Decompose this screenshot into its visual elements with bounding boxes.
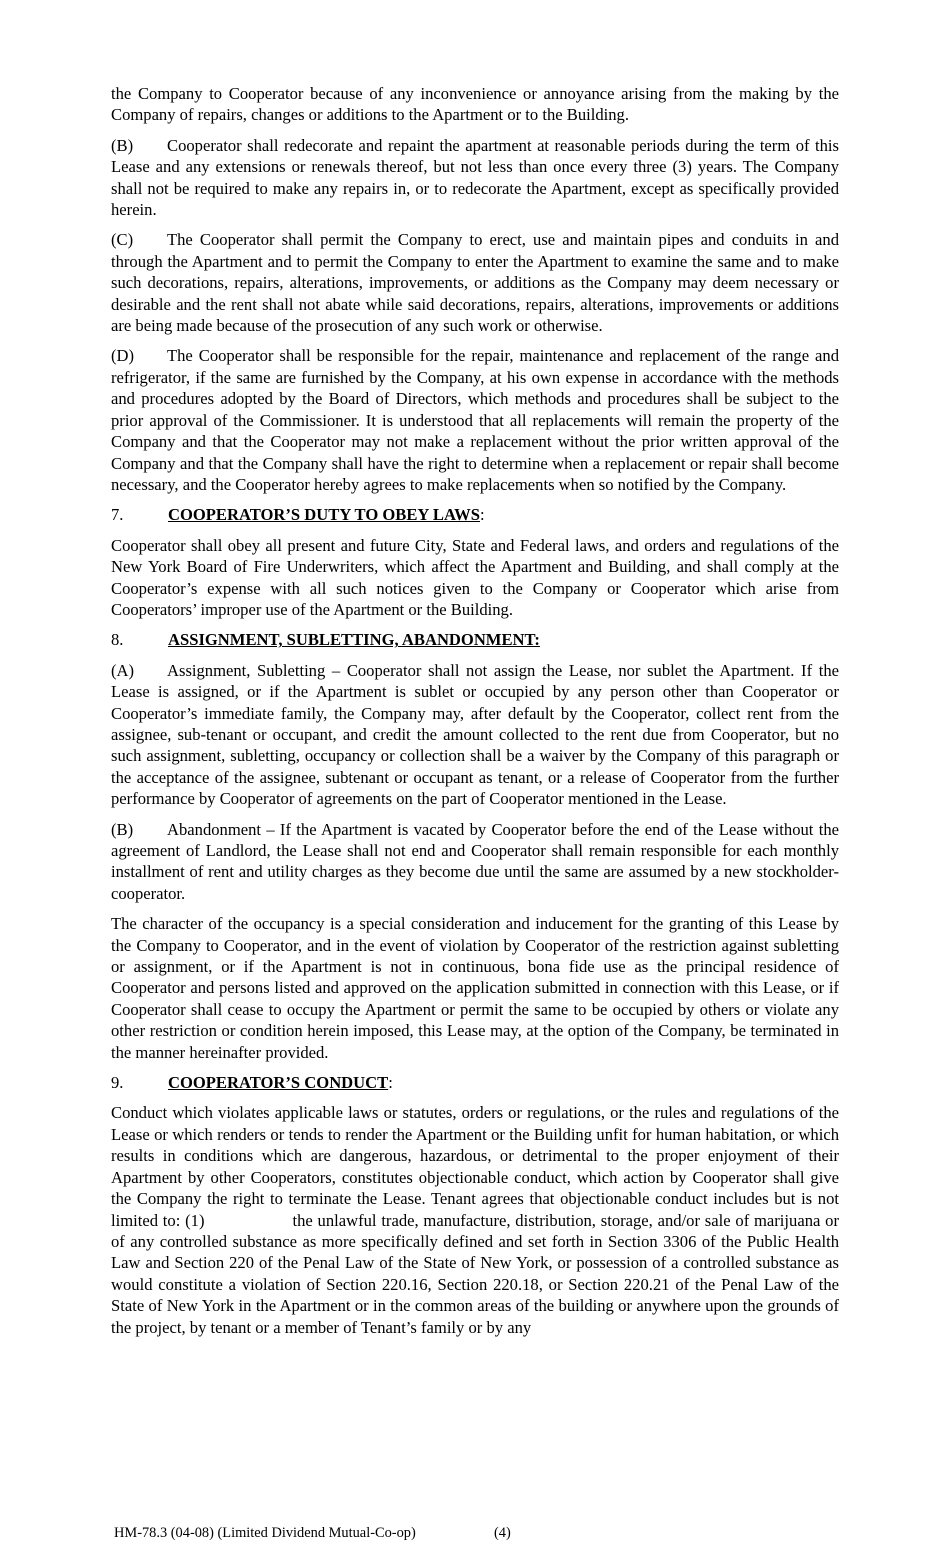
page-footer bbox=[114, 1524, 511, 1542]
section-title: ASSIGNMENT, SUBLETTING, ABANDONMENT: bbox=[168, 630, 540, 650]
paragraph-text: The Cooperator shall be responsible for the repair, maintenance and replacement of the range and refrigerator, if the same are furnished by the Company, at his own expense in accordance with the methods and procedures adopted by the Board of Directors, which methods and procedures shall be subject to the prior approval of the Commissioner. It is understood that all replacements will remain the property of the Company and that the Cooperator may not make a replacement without the prior written approval of the Company and that the Company shall have the right to determine when a replacement or repair shall become necessary, and the Cooperator hereby agrees to make replacements when so notified by the Company. bbox=[111, 346, 839, 494]
section-colon: : bbox=[388, 1073, 393, 1093]
paragraph-text: Cooperator shall redecorate and repaint the apartment at reasonable periods during the term of this Lease and any extensions or renewals thereof, but not less than once every three (3) years. The Company shall not be required to make any repairs in, or to redecorate the Apartment, except as specifically provided herein. bbox=[111, 135, 839, 220]
section-number: 7. bbox=[111, 505, 124, 525]
paragraph-8-occupancy: The character of the occupancy is a special consideration and inducement for the granting of this Lease by the Company to Cooperator, and in the event of violation by Cooperator of the restriction against subletting or assignment, or if the Apartment is not in continuous, bona fide use as the principal residence of Cooperator and persons listed and approved on the application submitted in connection with this Lease, or if Cooperator shall cease to occupy the Apartment or permit the same to be occupied by others or violate any other restriction or condition herein imposed, this Lease may, at the option of the Company, be terminated in the manner hereinafter provided. bbox=[111, 914, 839, 1062]
section-7-text: Cooperator shall obey all present and future City, State and Federal laws, and orders and regulations of the New York Board of Fire Underwriters, which affect the Apartment and Building, and shall comply at the Cooperator’s expense with all such notices given to the Company or Cooperator which arise from Cooperators’ improper use of the Apartment or the Building. bbox=[111, 535, 839, 619]
paragraph-6c bbox=[111, 229, 839, 336]
document-page bbox=[111, 83, 839, 1347]
paragraph-label: (B) bbox=[111, 135, 134, 155]
paragraph-text: Abandonment – If the Apartment is vacated by Cooperator before the end of the Lease without the agreement of Landlord, the Lease shall not end and Cooperator shall remain responsible for each monthly installment of rent and utility charges as they become due until the same are assumed by a new stockholder-cooperator. bbox=[111, 819, 839, 903]
paragraph-8a bbox=[111, 660, 839, 810]
paragraph-text: Assignment, Subletting – Cooperator shall not assign the Lease, nor sublet the Apartment. If the Lease is assigned, or if the Apartment is sublet or occupied by any person other than Cooperator or Cooperator’s immediate family, the Company may, after default by the Cooperator, collect rent from the assignee, sub-tenant or occupant, and credit the amount collected to the rent due from Cooperator, but no such assignment, subletting, occupancy or collection shall be a waiver by the Company of this paragraph or the acceptance of the assignee, subtenant or occupant as tenant, or a release of Cooperator from the further performance by Cooperator of agreements on the part of Cooperator mentioned in the Lease. bbox=[111, 660, 839, 809]
paragraph-6b bbox=[111, 135, 839, 221]
page-number: (4) bbox=[494, 1525, 511, 1541]
section-9-text-part-1: Conduct which violates applicable laws or statutes, orders or regulations, or the rules and regulations of the Lease or which renders or tends to render the Apartment or the Building unfit for human habitation, or which results in conditions which are dangerous, hazardous, or detrimental to the proper enjoyment of their Apartment by other Cooperators, constitutes objectionable conduct, which action by Cooperator shall give the Company the right to terminate the Lease. Tenant agrees that objectionable conduct includes but is not limited to: (1) bbox=[111, 1103, 839, 1230]
paragraph-label: (A) bbox=[111, 660, 135, 680]
section-9-text-part-2: the unlawful trade, manufacture, distribution, storage, and/or sale of marijuana or of any controlled substance as more specifically defined and set forth in Section 3306 of the Public Health Law and Section 220 of the Penal Law of the State of New York, or possession of a controlled substance as would constitute a violation of Section 220.16, Section 220.18, or Section 220.21 of the Penal Law of the State of New York in the Apartment or in the common areas of the building or anywhere upon the grounds of the project, by tenant or a member of Tenant’s family or by any bbox=[111, 1210, 839, 1337]
paragraph-text: The Cooperator shall permit the Company to erect, use and maintain pipes and conduits in and through the Apartment and to permit the Company to enter the Apartment to examine the same and to make such decorations, repairs, alterations, improvements, or additions as the Company may deem necessary or desirable and the rent shall not abate while said decorations, repairs, alterations, improvements or additions are being made because of the prosecution of any such work or otherwise. bbox=[111, 230, 839, 336]
section-colon: : bbox=[479, 505, 485, 525]
paragraph-label: (C) bbox=[111, 230, 134, 250]
section-title: COOPERATOR’S CONDUCT bbox=[168, 1073, 389, 1093]
paragraph-continuation: the Company to Cooperator because of any inconvenience or annoyance arising from the making by the Company of repairs, changes or additions to the Apartment or to the Building. bbox=[111, 84, 839, 125]
paragraph-6d bbox=[111, 345, 839, 495]
section-number: 9. bbox=[111, 1073, 124, 1093]
section-9-heading bbox=[111, 1072, 839, 1093]
section-9-text bbox=[111, 1102, 839, 1337]
section-8-heading bbox=[111, 629, 839, 650]
form-identifier: HM-78.3 (04-08) (Limited Dividend Mutual-Co-op) bbox=[114, 1525, 416, 1541]
section-number: 8. bbox=[111, 630, 124, 650]
section-7-heading bbox=[111, 504, 839, 525]
paragraph-8b bbox=[111, 819, 839, 905]
paragraph-label: (D) bbox=[111, 346, 135, 366]
paragraph-label: (B) bbox=[111, 819, 134, 839]
section-title: COOPERATOR’S DUTY TO OBEY LAWS bbox=[168, 505, 480, 525]
